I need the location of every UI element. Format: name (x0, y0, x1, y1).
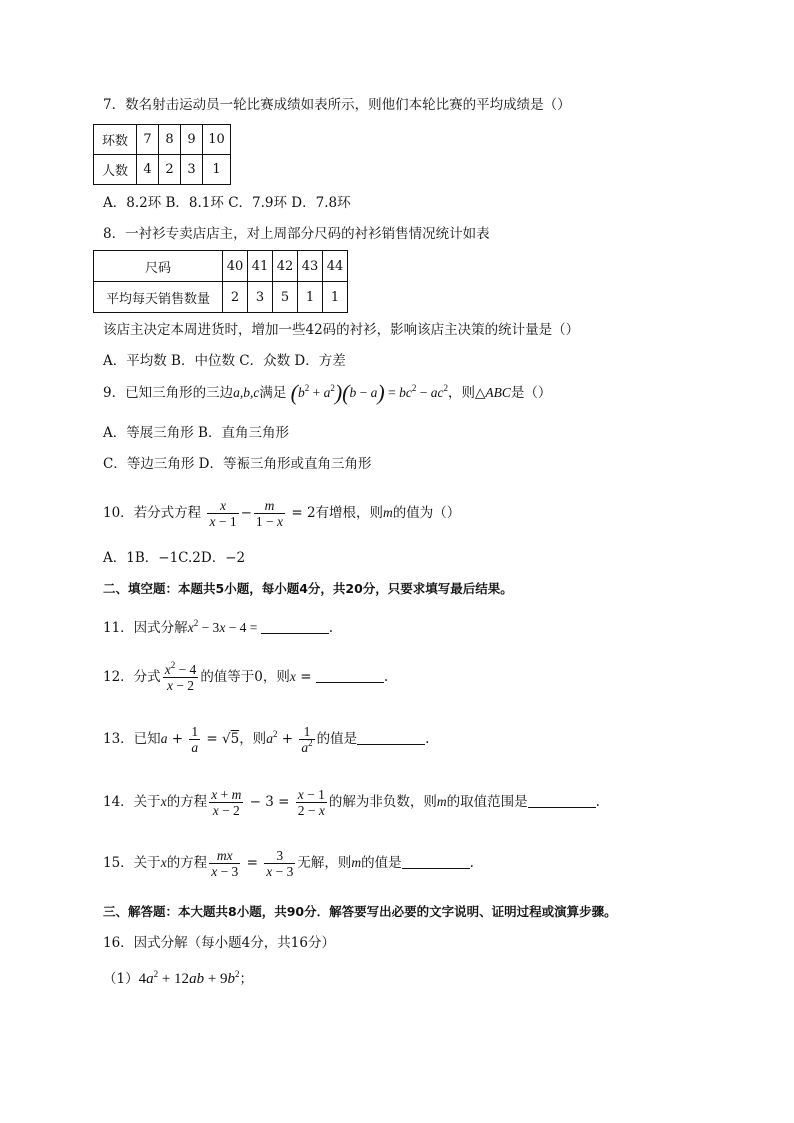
q7-options: A．8.2环 B．8.1环 C．7.9环 D．7.8环 (103, 195, 351, 211)
q13-stem: 13．已知a + $\frac{1}{a}$ = √5，则$a^2$ + $\frac{1}{a^2}$ 的值是 . (103, 724, 430, 755)
q15-mid2: 无解，则 (297, 855, 352, 871)
q16-stem: 16．因式分解（每小题4分，共16分） (103, 935, 335, 951)
q12-stem: 12．分式 $\frac{x^2 - 4}{x - 2}$ 的值等于0，则x = . (103, 660, 389, 693)
table-cell: 1 (323, 282, 348, 313)
q9-equation: $(b^2 + a^2)(b - a) = bc^2 - ac^2$ (290, 380, 448, 405)
q15-fraction-1: $\frac{mx}{x - 3}$ (211, 848, 239, 879)
table-cell: 4 (137, 155, 159, 185)
q14-fraction-2: $\frac{x - 1}{2 - x}$ (297, 787, 325, 818)
q9-options-2: C．等边三角形 D．等裖三角形或直角三角形 (103, 456, 372, 472)
table-cell: 44 (323, 251, 348, 282)
q14-end: 的取值范围是 (446, 794, 528, 810)
q16-part1-label: （1） (103, 971, 139, 987)
table-row (94, 282, 348, 313)
table-row (94, 125, 231, 155)
q15-end: 的值是 (361, 855, 402, 871)
q14-mid1: 的方程 (166, 794, 208, 810)
q15-fraction-2: $\frac{3}{x - 3}$ (266, 848, 294, 879)
table-cell: 1 (203, 155, 231, 185)
q10-options: A．1B．−1C.2D．−2 (103, 550, 246, 566)
table-cell: 7 (137, 125, 159, 155)
table-cell: 8 (159, 125, 181, 155)
q8-followup: 该店主决定本周进货时，增加一些42码的衬衫，影响该店主决策的统计量是（） (103, 322, 580, 338)
table-cell: 40 (223, 251, 248, 282)
q15-prefix: 15．关于 (103, 855, 161, 871)
table-cell: 43 (298, 251, 323, 282)
table-row (94, 155, 231, 185)
q16-part1: $(1)4a^2 + 12ab + 9b^2$； (103, 969, 254, 987)
q7-stem: 7．数名射击运动员一轮比赛成绩如表所示，则他们本轮比赛的平均成绩是（） (103, 97, 571, 113)
table-cell: 尺码 (94, 251, 223, 282)
q10-end2: 的值为（） (392, 505, 461, 521)
q14-mid2: 的解为非负数，则 (328, 794, 437, 810)
q15-mid1: 的方程 (166, 855, 208, 871)
q14-answer-blank[interactable] (528, 793, 596, 808)
q10-fraction-1: $\frac{x}{x - 1}$ (209, 498, 237, 529)
q13-fraction-1: $\frac{1}{a}$ (191, 724, 199, 755)
q13-answer-blank[interactable] (357, 730, 425, 745)
q12-prefix: 12．分式 (103, 669, 161, 685)
q11-prefix: 11．因式分解 (103, 620, 188, 636)
table-row (94, 251, 348, 282)
q8-options: A．平均数 B．中位数 C．众数 D．方差 (103, 353, 346, 369)
table-cell: 41 (248, 251, 273, 282)
q14-prefix: 14．关于 (103, 794, 161, 810)
table-cell: 5 (273, 282, 298, 313)
q12-answer-blank[interactable] (316, 668, 384, 683)
table-cell: 9 (181, 125, 203, 155)
table-cell: 42 (273, 251, 298, 282)
table-cell: 3 (181, 155, 203, 185)
table-cell: 2 (223, 282, 248, 313)
q13-end: 的值是 (316, 731, 358, 747)
table-cell: 1 (298, 282, 323, 313)
q9-options-1: A．等展三角形 B．直角三角形 (103, 425, 289, 441)
q10-prefix: 10．若分式方程 (103, 505, 202, 521)
table-cell: 环数 (94, 125, 137, 155)
q11-answer-blank[interactable] (261, 619, 329, 634)
table-cell: 3 (248, 282, 273, 313)
q8-stem: 8．一衬衫专卖店店主，对上周部分尺码的衬衫销售情况统计如表 (103, 226, 490, 242)
q10-end: 有增根，则 (315, 505, 384, 521)
q13-mid: ，则 (239, 731, 267, 747)
section-2-heading: 二、填空题：本题共5小题，每小题4分，共20分，只要求填写最后结果。 (103, 581, 513, 596)
q13-fraction-2: $\frac{1}{a^2}$ (301, 724, 313, 755)
q15-answer-blank[interactable] (402, 854, 470, 869)
q14-fraction-1: $\frac{x + m}{x - 2}$ (211, 787, 242, 818)
q10-fraction-2: $\frac{m}{1 - x}$ (255, 498, 284, 529)
q12-mid: 的值等于0，则 (200, 669, 290, 685)
q9-vars: a,b,c (233, 385, 260, 400)
q13-prefix: 13．已知 (103, 731, 161, 747)
q12-fraction: $\frac{x^2 - 4}{x - 2}$ (164, 660, 197, 693)
q9-end: 是（） (510, 385, 552, 401)
q11-stem: 11．因式分解$x^2 - 3x - 4$ = . (103, 618, 334, 636)
table-cell: 平均每天销售数量 (94, 282, 223, 313)
q14-stem: 14．关于x的方程 $\frac{x + m}{x - 2}$ − 3 = $\frac{x - 1}{2 - x}$ 的解为非负数，则m的取值范围是 . (103, 787, 600, 818)
section-3-heading: 三、解答题：本大题共8小题，共90分．解答要写出必要的文字说明、证明过程或演算步骤。 (103, 904, 617, 919)
q9-abc: ABC (485, 385, 511, 400)
q9-suffix: ，则△ (447, 385, 486, 401)
q7-table (93, 124, 231, 185)
q8-table (93, 250, 348, 313)
q9-stem (103, 380, 552, 405)
q9-mid: 满足 (259, 385, 287, 401)
table-cell: 2 (159, 155, 181, 185)
q9-prefix: 9．已知三角形的三边 (103, 385, 234, 401)
table-cell: 10 (203, 125, 231, 155)
table-cell: 人数 (94, 155, 137, 185)
q15-stem: 15．关于x的方程 $\frac{mx}{x - 3}$ = $\frac{3}{x - 3}$ 无解，则m的值是 . (103, 848, 474, 879)
q10-stem: 10．若分式方程 $\frac{x}{x - 1}$ − $\frac{m}{1 - x}$ = 2有增根，则m的值为（） (103, 498, 461, 529)
